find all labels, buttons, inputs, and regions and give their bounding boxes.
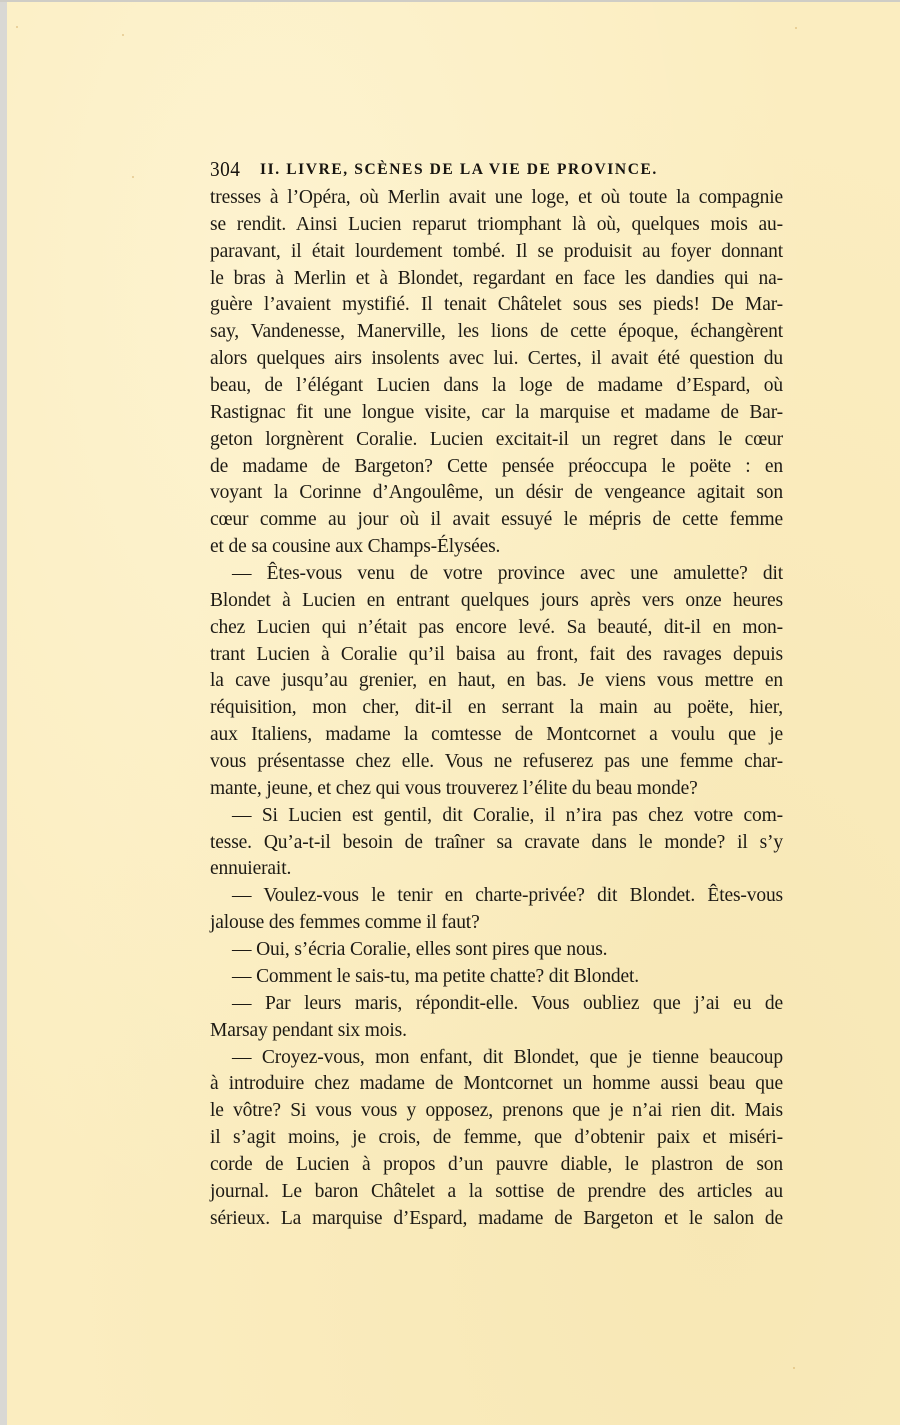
dialogue-line: — Croyez-vous, mon enfant, dit Blondet, que je tienne beaucoup [232,1046,783,1068]
paper-speck [16,26,18,28]
text-line: réquisition, mon cher, dit-il en serrant la main au poëte, hier, [210,697,783,719]
paper-speck [122,34,124,36]
dialogue-line: — Oui, s’écria Coralie, elles sont pires que nous. [232,939,608,961]
text-line: se rendit. Ainsi Lucien reparut triomphant là où, quelques mois au- [210,213,783,235]
scan-edge-left [0,0,7,1425]
paper-speck [132,176,134,178]
page-number: 304 [210,157,241,181]
text-line: Rastignac fit une longue visite, car la marquise et madame de Bar- [210,401,783,423]
dialogue-line: — Êtes-vous venu de votre province avec une amulette? dit [232,563,783,585]
dialogue-line: — Par leurs maris, répondit-elle. Vous oubliez que j’ai eu de [232,992,783,1014]
text-line: journal. Le baron Châtelet a la sottise de prendre des articles au [210,1180,783,1202]
dialogue-line: — Voulez-vous le tenir en charte-privée? dit Blondet. Êtes-vous [232,885,783,907]
text-line: jalouse des femmes comme il faut? [210,912,480,934]
text-line: say, Vandenesse, Manerville, les lions de cette époque, échangèrent [210,321,783,343]
text-line: Marsay pendant six mois. [210,1019,407,1041]
text-line: à introduire chez madame de Montcornet un homme aussi beau que [210,1073,783,1095]
text-line: vous présentasse chez elle. Vous ne refuserez pas une femme char- [210,751,783,773]
text-line: guère l’avaient mystifié. Il tenait Châtelet sous ses pieds! De Mar- [210,294,783,316]
text-line: tesse. Qu’a-t-il besoin de traîner sa cravate dans le monde? il s’y [210,831,783,853]
text-line: aux Italiens, madame la comtesse de Montcornet a voulu que je [210,724,783,746]
dialogue-line: — Si Lucien est gentil, dit Coralie, il n’ira pas chez votre com- [232,804,783,826]
text-line: et de sa cousine aux Champs-Élysées. [210,536,501,558]
text-line: paravant, il était lourdement tombé. Il se produisit au foyer donnant [210,240,783,262]
text-line: le vôtre? Si vous vous y opposez, prenons que je n’ai rien dit. Mais [210,1100,783,1122]
body-text [210,185,783,1233]
paper-speck [795,27,797,29]
text-line: voyant la Corinne d’Angoulême, un désir de vengeance agitait son [210,482,783,504]
text-line: trant Lucien à Coralie qu’il baisa au front, fait des ravages depuis [210,643,783,665]
text-line: le bras à Merlin et à Blondet, regardant en face les dandies qui na- [210,267,783,289]
text-line: tresses à l’Opéra, où Merlin avait une loge, et où toute la compagnie [210,187,783,208]
running-title: II. LIVRE, SCÈNES DE LA VIE DE PROVINCE. [260,161,658,178]
text-line: ennuierait. [210,858,292,880]
running-head [210,157,783,185]
text-line: il s’agit moins, je crois, de femme, que d’obtenir paix et miséri- [210,1127,783,1149]
scan-edge-top [0,0,900,2]
text-line: mante, jeune, et chez qui vous trouverez l’élite du beau monde? [210,777,698,799]
text-line: corde de Lucien à propos d’un pauvre diable, le plastron de son [210,1153,783,1175]
paper-speck [793,1367,795,1369]
text-line: alors quelques airs insolents avec lui. Certes, il avait été question du [210,348,783,370]
text-line: la cave jusqu’au grenier, en haut, en bas. Je viens vous mettre en [210,670,783,692]
text-line: sérieux. La marquise d’Espard, madame de Bargeton et le salon de [210,1207,783,1229]
text-line: geton lorgnèrent Coralie. Lucien excitait-il un regret dans le cœur [210,428,783,450]
text-line: de madame de Bargeton? Cette pensée préoccupa le poëte : en [210,455,783,477]
dialogue-line: — Comment le sais-tu, ma petite chatte? dit Blondet. [232,965,640,987]
text-line: Blondet à Lucien en entrant quelques jours après vers onze heures [210,589,783,611]
text-line: beau, de l’élégant Lucien dans la loge de madame d’Espard, où [210,375,783,397]
text-line: cœur comme au jour où il avait essuyé le mépris de cette femme [210,509,783,531]
text-line: chez Lucien qui n’était pas encore levé. Sa beauté, dit-il en mon- [210,616,783,638]
